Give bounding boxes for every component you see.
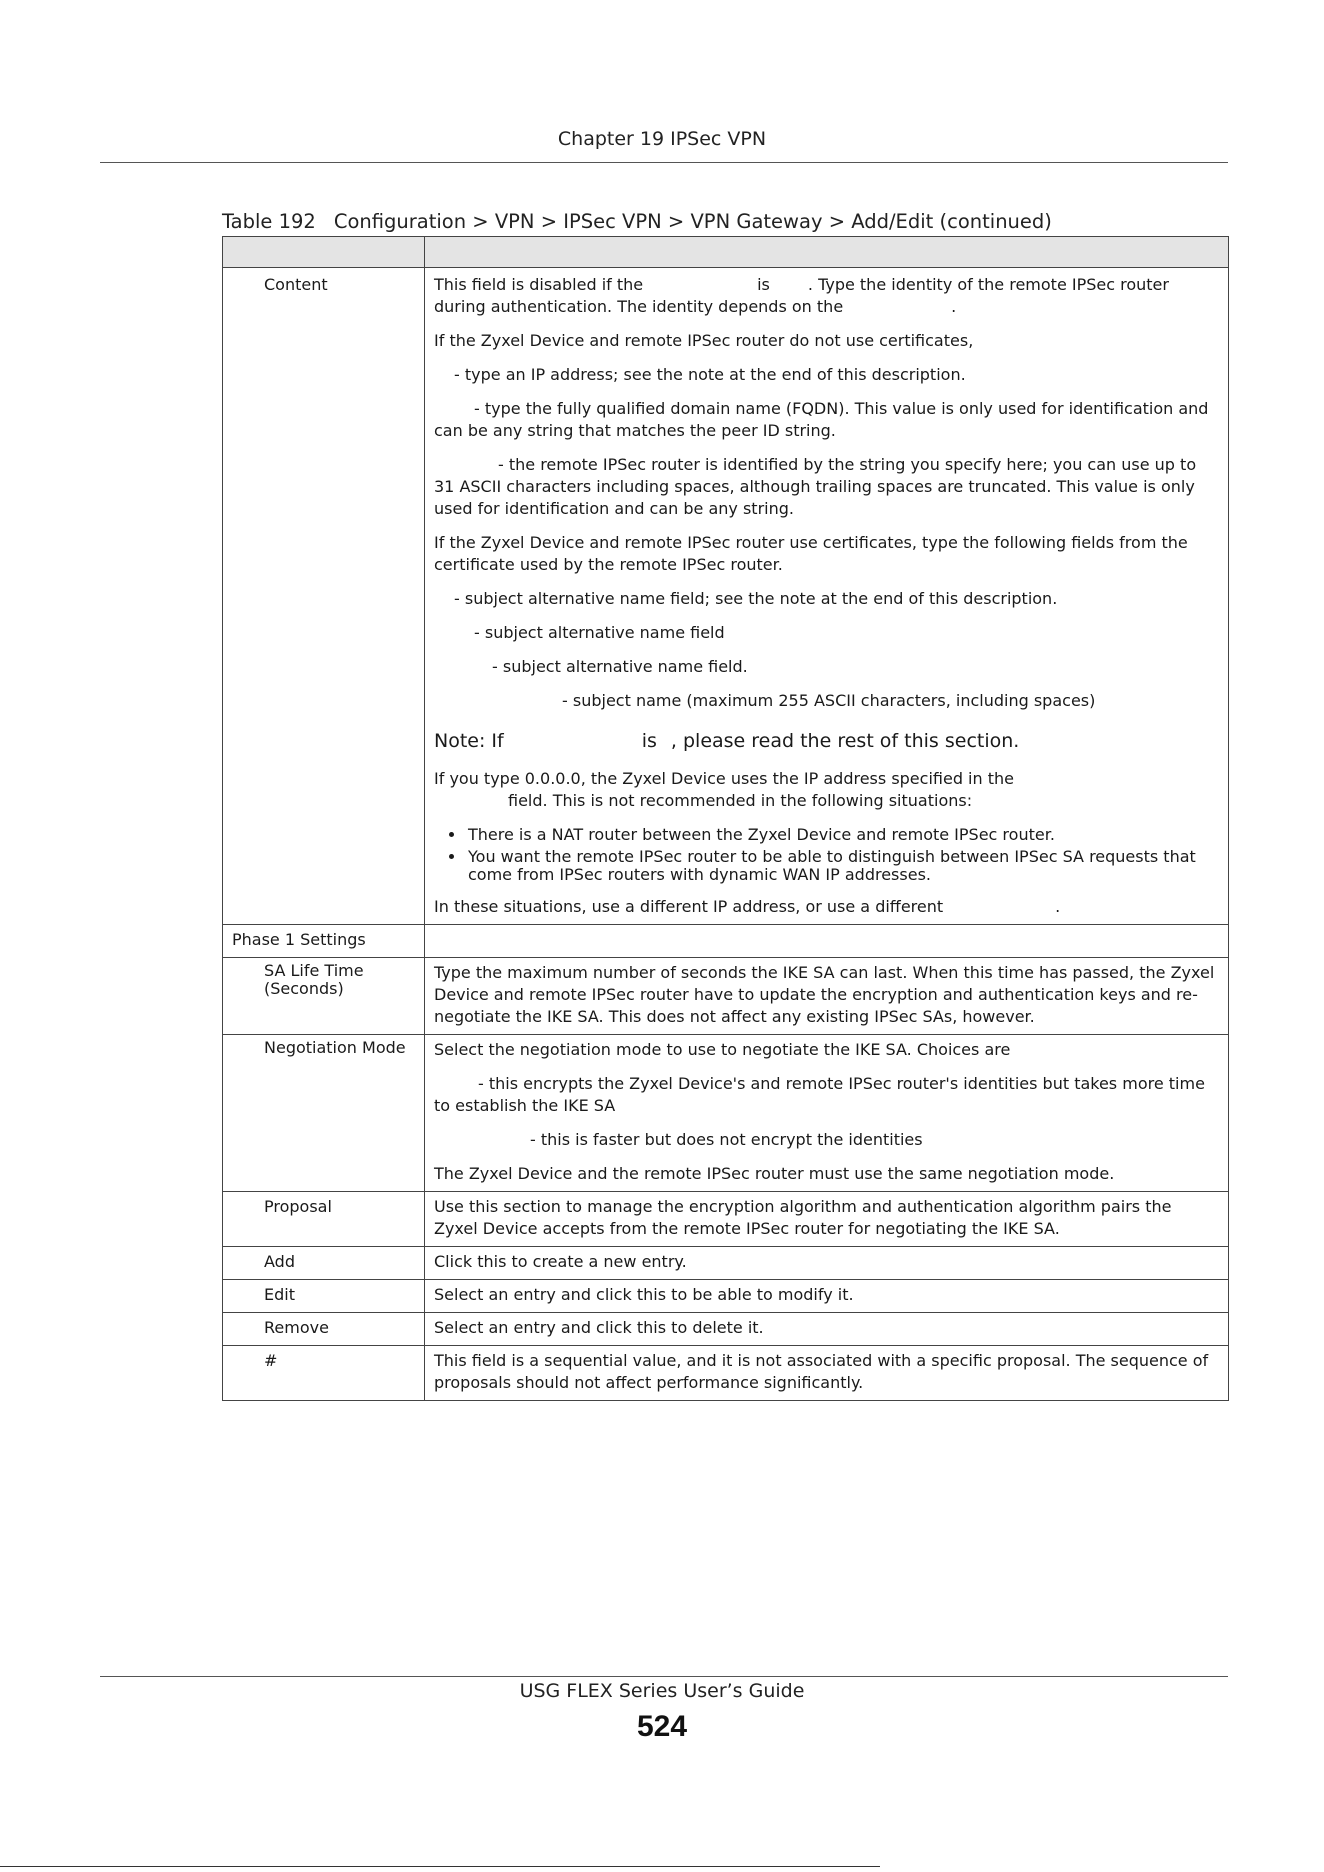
description-paragraph: - this is faster but does not encrypt the identities bbox=[530, 1130, 923, 1149]
description-paragraph: If you type 0.0.0.0, the Zyxel Device uses the IP address specified in the field. This is not recommended in the following situations: bbox=[434, 769, 1014, 810]
bottom-divider bbox=[0, 1866, 880, 1867]
field-label: Negotiation Mode bbox=[223, 1035, 425, 1192]
description-paragraph: If the Zyxel Device and remote IPSec router use certificates, type the following fields from the certificate used by the remote IPSec router. bbox=[434, 533, 1188, 574]
bullet-list bbox=[434, 824, 1220, 884]
description-paragraph: - subject alternative name field bbox=[474, 623, 725, 642]
header-cell-label bbox=[223, 237, 425, 268]
field-description: Select an entry and click this to be able to modify it. bbox=[425, 1280, 1229, 1313]
table-number: Table 192 bbox=[222, 210, 316, 233]
table-row bbox=[223, 1346, 1229, 1401]
field-label: Content bbox=[223, 268, 425, 925]
description-paragraph: - subject alternative name field. bbox=[492, 657, 748, 676]
table-row bbox=[223, 1192, 1229, 1247]
table-row bbox=[223, 1247, 1229, 1280]
description-paragraph: - subject alternative name field; see the note at the end of this description. bbox=[454, 589, 1058, 608]
table-row bbox=[223, 268, 1229, 925]
note: Note: If is , please read the rest of this section. bbox=[434, 730, 1020, 752]
field-description: Use this section to manage the encryption algorithm and authentication algorithm pairs the Zyxel Device accepts from the remote IPSec router for negotiating the IKE SA. bbox=[425, 1192, 1229, 1247]
page-number: 524 bbox=[636, 1710, 688, 1743]
chapter-header: Chapter 19 IPSec VPN bbox=[557, 128, 767, 150]
guide-title: USG FLEX Series User’s Guide bbox=[519, 1680, 805, 1702]
field-label: Remove bbox=[223, 1313, 425, 1346]
field-label: SA Life Time (Seconds) bbox=[223, 958, 425, 1035]
field-description: Click this to create a new entry. bbox=[425, 1247, 1229, 1280]
field-label: Proposal bbox=[223, 1192, 425, 1247]
field-label: Edit bbox=[223, 1280, 425, 1313]
table-row bbox=[223, 925, 1229, 958]
description-paragraph: In these situations, use a different IP address, or use a different . bbox=[434, 897, 1061, 916]
description-paragraph: This field is disabled if the is . Type the identity of the remote IPSec router during authentication. The identity depends on the . bbox=[434, 275, 1169, 316]
description-paragraph: - the remote IPSec router is identified by the string you specify here; you can use up to 31 ASCII characters including spaces, although trailing spaces are truncated. This value is only used for identification and can be any string. bbox=[434, 455, 1197, 518]
table-title: Configuration > VPN > IPSec VPN > VPN Gateway > Add/Edit (continued) bbox=[333, 210, 1052, 233]
field-description bbox=[425, 1035, 1229, 1192]
field-description: This field is a sequential value, and it is not associated with a specific proposal. The sequence of proposals should not affect performance significantly. bbox=[425, 1346, 1229, 1401]
description-paragraph: - this encrypts the Zyxel Device's and remote IPSec router's identities but takes more time to establish the IKE SA bbox=[434, 1074, 1205, 1115]
table-caption bbox=[222, 210, 1052, 233]
description-paragraph: - type the fully qualified domain name (FQDN). This value is only used for identification and can be any string that matches the peer ID string. bbox=[434, 399, 1209, 440]
section-label: Phase 1 Settings bbox=[223, 925, 425, 958]
field-description bbox=[425, 925, 1229, 958]
footer-divider bbox=[100, 1676, 1228, 1677]
field-label: Add bbox=[223, 1247, 425, 1280]
description-paragraph: - subject name (maximum 255 ASCII characters, including spaces) bbox=[562, 691, 1096, 710]
description-paragraph: The Zyxel Device and the remote IPSec router must use the same negotiation mode. bbox=[434, 1164, 1115, 1183]
description-paragraph: Select the negotiation mode to use to negotiate the IKE SA. Choices are bbox=[434, 1040, 1011, 1059]
description-paragraph: - type an IP address; see the note at the end of this description. bbox=[454, 365, 966, 384]
table-row bbox=[223, 1313, 1229, 1346]
table-header-row bbox=[223, 237, 1229, 268]
table-row bbox=[223, 1035, 1229, 1192]
header-cell-description bbox=[425, 237, 1229, 268]
table-row bbox=[223, 958, 1229, 1035]
header-divider bbox=[100, 162, 1228, 163]
field-label: # bbox=[223, 1346, 425, 1401]
list-item: • You want the remote IPSec router to be able to distinguish between IPSec SA requests that come from IPSec routers with dynamic WAN IP addresses. bbox=[466, 848, 1220, 884]
field-description-table bbox=[222, 236, 1229, 1401]
field-description: Select an entry and click this to delete it. bbox=[425, 1313, 1229, 1346]
table-row bbox=[223, 1280, 1229, 1313]
description-paragraph: If the Zyxel Device and remote IPSec router do not use certificates, bbox=[434, 331, 974, 350]
field-description bbox=[425, 268, 1229, 925]
list-item: • There is a NAT router between the Zyxel Device and remote IPSec router. bbox=[466, 824, 1220, 846]
field-description: Type the maximum number of seconds the IKE SA can last. When this time has passed, the Zyxel Device and remote IPSec router have to update the encryption and authentication keys and re-negotiate the IKE SA. This does not affect any existing IPSec SAs, however. bbox=[425, 958, 1229, 1035]
